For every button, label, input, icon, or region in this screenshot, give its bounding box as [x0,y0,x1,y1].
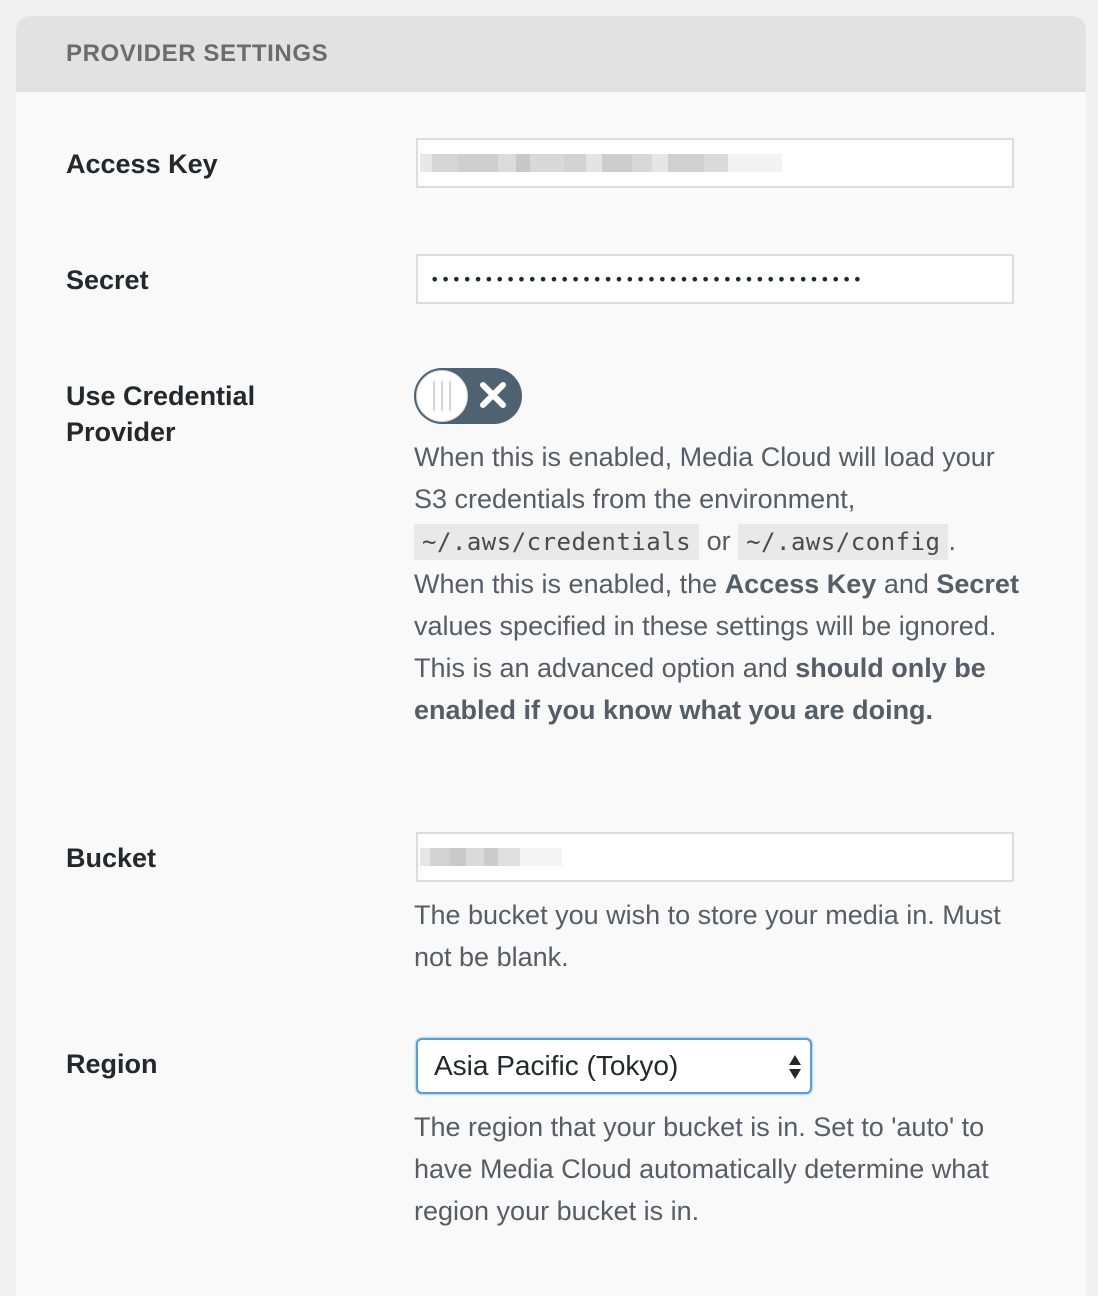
region-label: Region [66,1049,158,1079]
credentials-path-code: ~/.aws/credentials [414,524,699,560]
credential-provider-toggle[interactable] [414,368,522,424]
redacted-access-key [420,140,782,186]
credential-provider-label-line2: Provider [66,417,176,447]
config-path-code: ~/.aws/config [738,524,948,560]
provider-settings-panel [16,16,1086,1296]
redacted-bucket [420,834,562,880]
bucket-input[interactable] [416,832,1014,882]
access-key-input[interactable] [416,138,1014,188]
credential-provider-description: When this is enabled, Media Cloud will load your S3 credentials from the environment, ~/.aws/credentials or ~/.aws/config . When this is enabled, the Access Key and Secret values specified in these settings will be ignored. This is an advanced option and should only be enabled if you know what you are doing. [414,442,1019,725]
access-key-label: Access Key [66,149,218,179]
region-description: The region that your bucket is in. Set to 'auto' to have Media Cloud automatically determine what region your bucket is in. [414,1112,989,1226]
panel-header [16,16,1086,92]
toggle-knob [416,370,468,422]
region-selected-value: Asia Pacific (Tokyo) [434,1050,679,1081]
credential-provider-label-line1: Use Credential [66,381,256,411]
secret-value: •••••••••••••••••••••••••••••••••••••••• [430,269,864,289]
credential-provider-label [66,378,255,450]
bucket-description: The bucket you wish to store your media in. Must not be blank. [414,900,1001,972]
secret-input[interactable] [416,254,1014,304]
secret-label: Secret [66,265,149,295]
select-arrows-icon [788,1052,802,1082]
region-select[interactable] [416,1038,812,1094]
panel-title: PROVIDER SETTINGS [66,40,329,67]
close-x-icon [478,380,508,410]
bucket-label: Bucket [66,843,157,873]
